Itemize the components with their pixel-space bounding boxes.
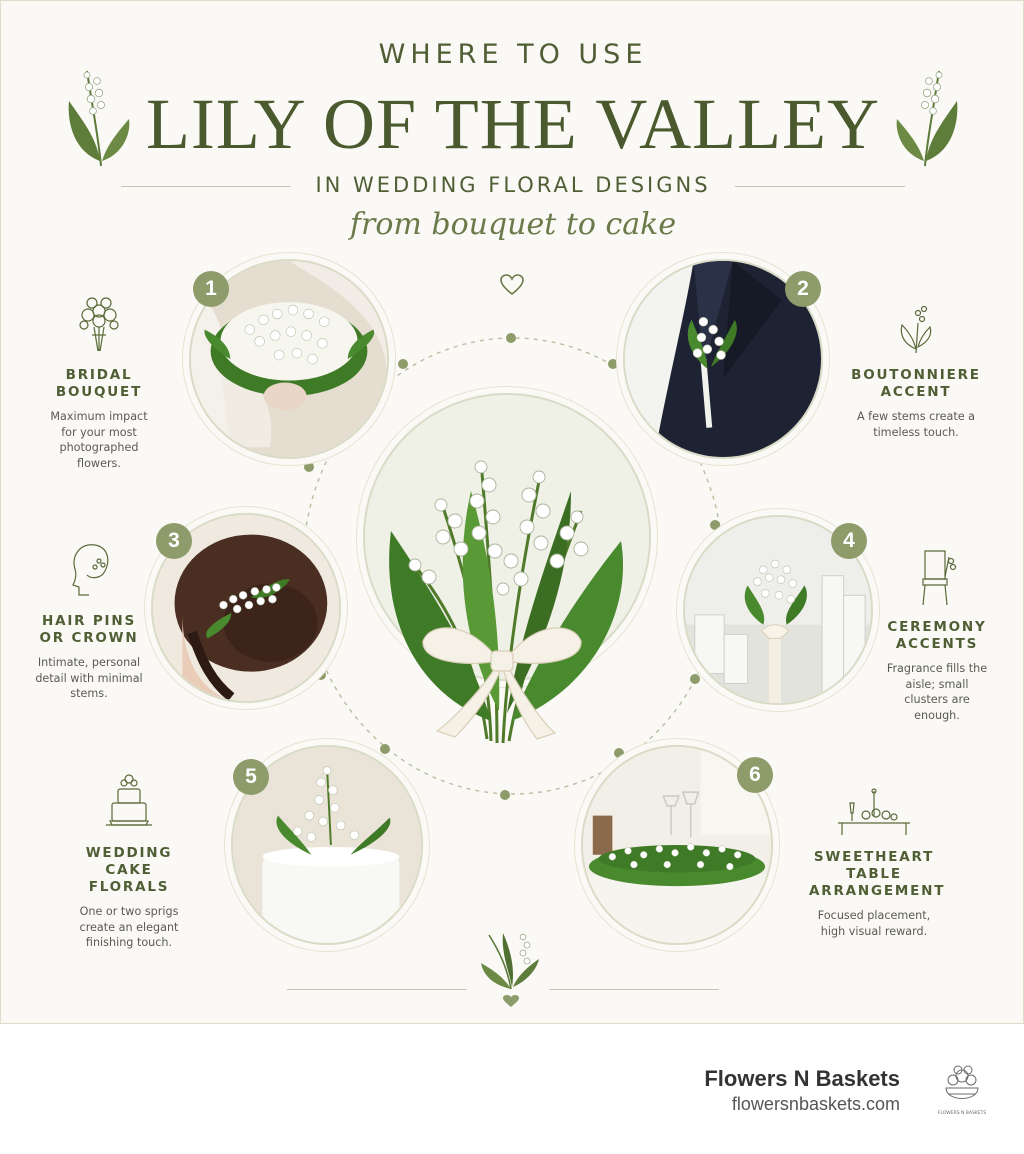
badge-3: 3 bbox=[156, 523, 192, 559]
label-hair-pins bbox=[31, 539, 147, 702]
badge-2: 2 bbox=[785, 271, 821, 307]
badge-1: 1 bbox=[193, 271, 229, 307]
label-description: Intimate, personal detail with minimal stems. bbox=[35, 656, 143, 700]
label-name-line2: TABLE bbox=[846, 866, 902, 882]
label-name-line1: CEREMONY bbox=[887, 619, 987, 635]
label-name-line1: HAIR PINS bbox=[41, 613, 136, 629]
label-name-line1: SWEETHEART bbox=[813, 849, 935, 865]
label-bridal-bouquet bbox=[41, 293, 157, 471]
label-name-line1: BRIDAL bbox=[65, 367, 133, 383]
table-icon bbox=[836, 787, 912, 837]
badge-4: 4 bbox=[831, 523, 867, 559]
brand-url[interactable]: flowersnbaskets.com bbox=[731, 1094, 900, 1114]
label-name-line2: BOUQUET bbox=[55, 384, 143, 400]
lily-bouquet-illustration bbox=[371, 421, 641, 761]
label-boutonniere bbox=[851, 303, 981, 440]
footer-brand bbox=[704, 1066, 900, 1115]
label-sweetheart-table bbox=[809, 787, 946, 939]
label-description: Fragrance fills the aisle; small clusters are enough. bbox=[886, 662, 988, 722]
lily-sprig-icon bbox=[479, 927, 545, 1011]
label-ceremony-accents bbox=[885, 547, 989, 723]
brand-name: Flowers N Baskets bbox=[704, 1066, 900, 1091]
badge-6: 6 bbox=[737, 757, 773, 793]
hair-icon bbox=[65, 539, 113, 601]
brand-logo-text: FLOWERS N BASKETS bbox=[938, 1111, 986, 1116]
main-title: LILY OF THE VALLEY bbox=[145, 84, 881, 164]
boutonniere-icon bbox=[896, 303, 936, 355]
eyebrow-heading: WHERE TO USE bbox=[378, 39, 648, 70]
chair-icon bbox=[915, 547, 959, 607]
label-name-line1: BOUTONNIERE bbox=[851, 367, 981, 383]
lily-sprig-icon bbox=[63, 61, 135, 171]
script-tagline: from bouquet to cake bbox=[349, 207, 677, 242]
label-name-line1: WEDDING bbox=[85, 845, 173, 861]
label-description: A few stems create a timeless touch. bbox=[856, 410, 976, 439]
cake-icon bbox=[102, 771, 156, 833]
label-name-line2: ACCENT bbox=[880, 384, 952, 400]
heart-icon bbox=[499, 273, 525, 297]
label-description: Maximum impact for your most photographed flowers. bbox=[50, 410, 148, 470]
subtitle-row bbox=[121, 173, 905, 201]
badge-5: 5 bbox=[233, 759, 269, 795]
divider-right bbox=[735, 186, 905, 187]
label-description: One or two sprigs create an elegant finishing touch. bbox=[79, 905, 179, 949]
label-name-line2: CAKE FLORALS bbox=[88, 862, 170, 895]
subtitle: IN WEDDING FLORAL DESIGNS bbox=[315, 173, 711, 197]
label-name-line2: OR CROWN bbox=[39, 630, 139, 646]
label-name-line2: ACCENTS bbox=[895, 636, 979, 652]
lily-sprig-icon bbox=[891, 61, 963, 171]
bottom-divider-left bbox=[287, 989, 467, 990]
bottom-divider-right bbox=[549, 989, 719, 990]
label-description: Focused placement, high visual reward. bbox=[817, 909, 931, 938]
label-wedding-cake bbox=[67, 771, 191, 951]
bouquet-icon bbox=[74, 293, 124, 355]
brand-logo-icon bbox=[938, 1062, 986, 1120]
label-name-line3: ARRANGEMENT bbox=[809, 883, 946, 899]
